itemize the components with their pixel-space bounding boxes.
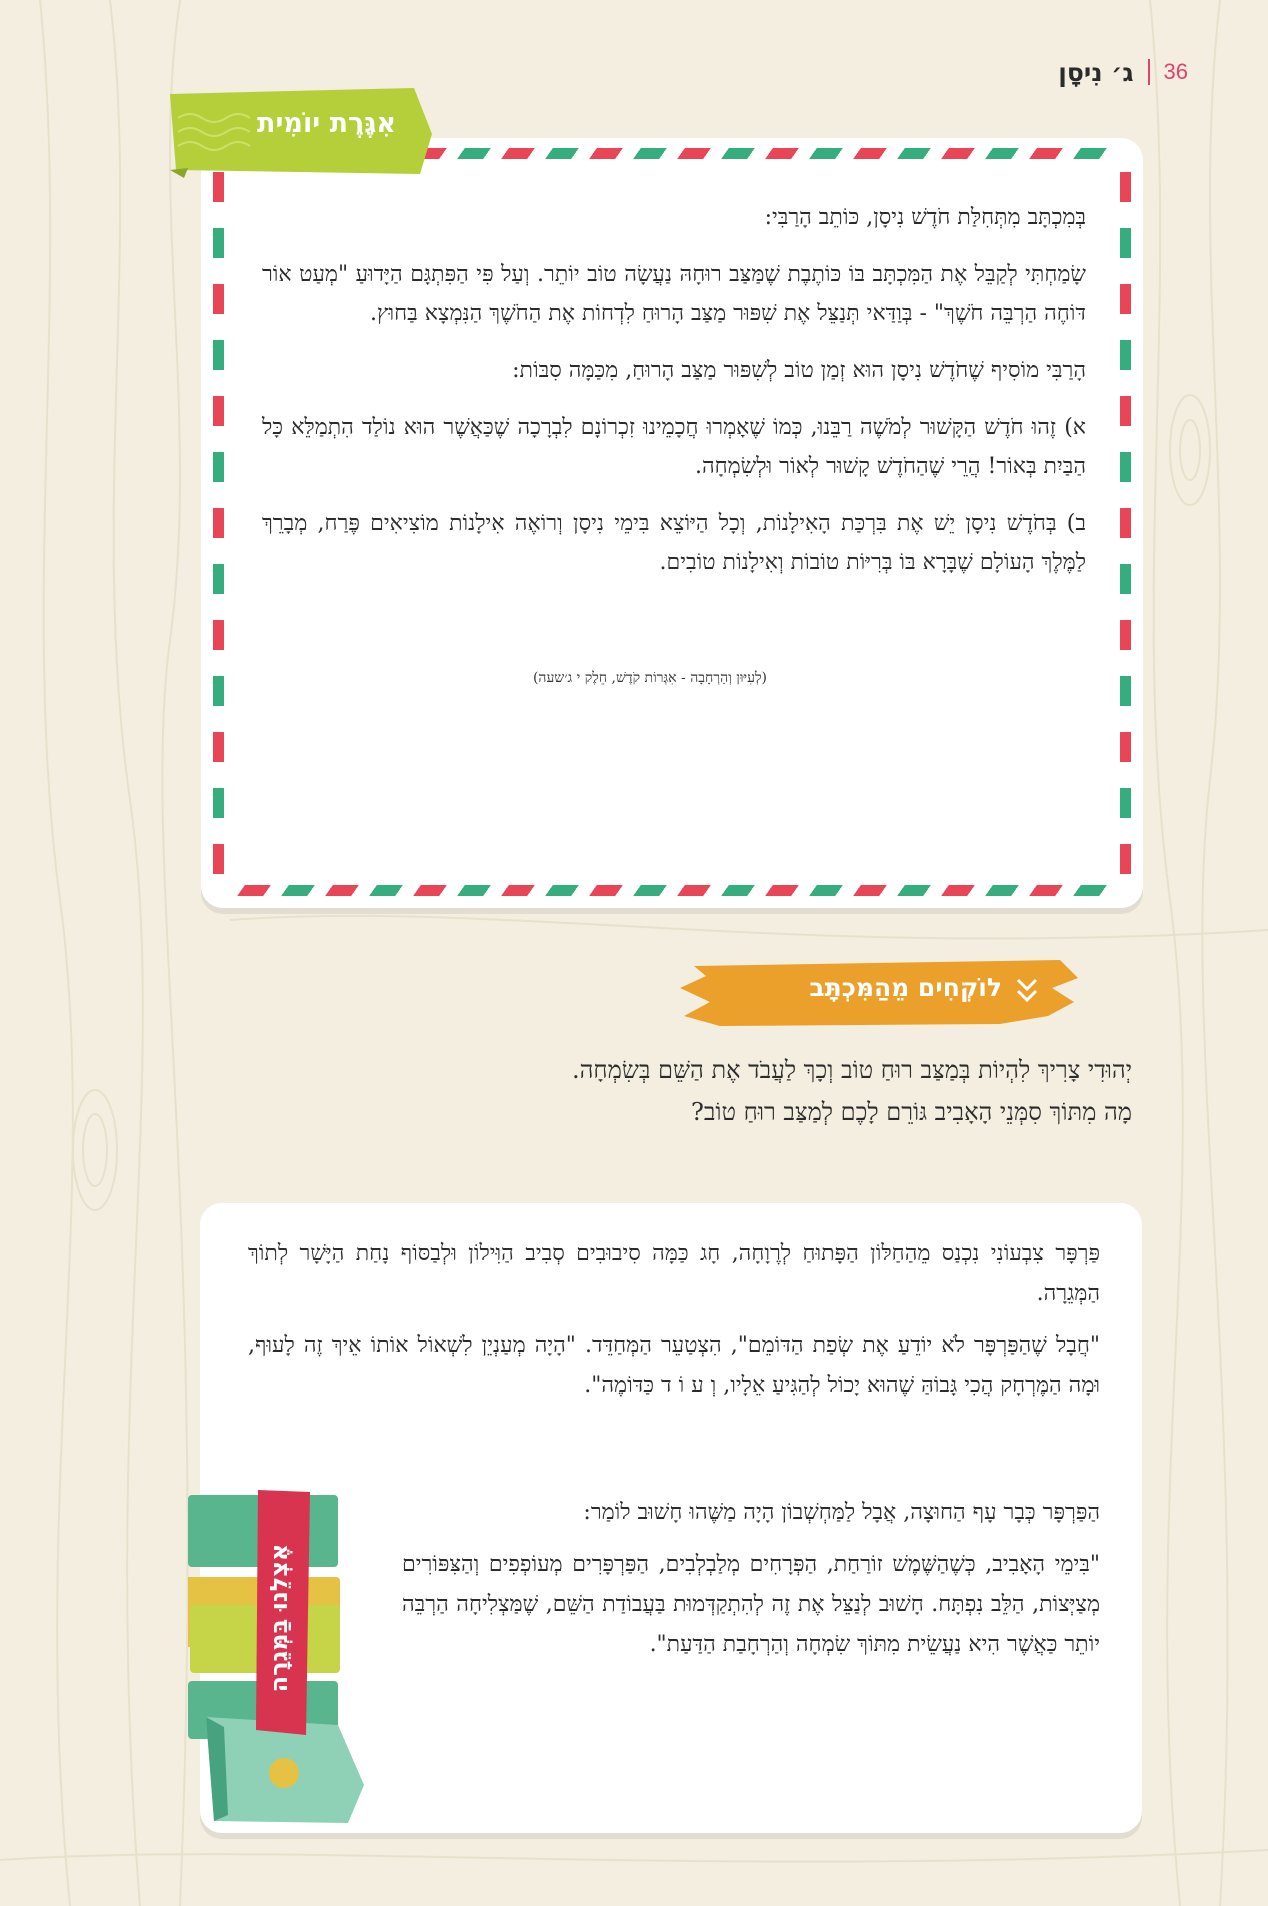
page-header <box>1058 52 1188 92</box>
story-body-wide <box>248 1234 1100 1418</box>
story-body-narrow <box>402 1493 1100 1677</box>
letter-paragraph: בְּמִכְתָּב מִתְּחִלַּת חֹדֶשׁ נִיסָן, כּוֹתֵב הָרַבִּי: <box>764 205 1086 230</box>
airmail-border-left <box>213 172 224 874</box>
lesson-statement: יְהוּדִי צָרִיךְ לִהְיוֹת בְּמַצַּב רוּחַ טוֹב וְכָךְ לַעֲבֹד אֶת הַשֵּׁם בְּשִׂמְחָה. <box>572 1056 1132 1084</box>
lesson-banner <box>680 958 1080 1028</box>
header-divider <box>1148 59 1150 85</box>
story-paragraph: "בִּימֵי הָאָבִיב, כְּשֶׁהַשֶּׁמֶשׁ זוֹרַחַת, הַפְּרָחִים מְלַבְלְבִים, הַפַּרְפָּרִים מְעוֹפְפִים וְהַצִּפּוֹרִים מְצַיְּצוֹת, הַלֵּב נִפְתָּח. חָשׁוּב לְנַצֵּל אֶת זֶה לְהִתְקַדְּמוּת בַּעֲבוֹדַת הַשֵּׁם, שֶׁמַּצְלִיחָה הַרְבֵּה יוֹתֵר כַּאֲשֶׁר הִיא נַעֲשֵׂית מִתּוֹךְ שִׂמְחָה וְהַרְחָבַת הַדַּעַת". <box>402 1552 1100 1657</box>
drawer-label-text: אֶצְלֵנוּ בַּמְּגֵרָה <box>265 1543 293 1693</box>
story-paragraph: הַפַּרְפָּר כְּבָר עָף הַחוּצָה, אֲבָל לַמַּחְשְׁבוֹן הָיָה מַשֶּׁהוּ חָשׁוּב לוֹמַר: <box>583 1500 1100 1525</box>
story-paragraph: "חֲבָל שֶׁהַפַּרְפָּר לֹא יוֹדֵעַ אֶת שְׂפַת הַדּוֹמֵם", הִצְטַעֵר הַמְּחַדֵּד. "הָיָה מְעַנְיֵן לִשְׁאוֹל אוֹתוֹ אֵיךְ זֶה לָעוּף, וּמָה הַמֶּרְחָק הֲכִי גָּבוֹהַּ שֶׁהוּא יָכוֹל לְהַגִּיעַ אֵלָיו, וְ ע וֹ ד כַּדּוֹמֶה". <box>248 1333 1100 1398</box>
letter-paragraph: הָרַבִּי מוֹסִיף שֶׁחֹדֶשׁ נִיסָן הוּא זְמַן טוֹב לְשִׁפּוּר מַצַּב הָרוּחַ, מִכַּמָּה סִבּוֹת: <box>512 358 1086 383</box>
drawer-label <box>256 1490 312 1735</box>
letter-tag <box>170 88 432 178</box>
airmail-border-bottom <box>237 885 1111 896</box>
letter-paragraph: ב) בְּחֹדֶשׁ נִיסָן יֵשׁ אֶת בִּרְכַּת הָאִילָנוֹת, וְכָל הַיּוֹצֵא בִּימֵי נִיסָן וְרוֹאֶה אִילָנוֹת מוֹצִיאִים פֶּרַח, מְבָרֵךְ לַמֶּלֶךְ הָעוֹלָם שֶׁבָּרָא בּוֹ בְּרִיּוֹת טוֹבוֹת וְאִילָנוֹת טוֹבִים. <box>262 511 1086 575</box>
letter-body <box>262 198 1086 600</box>
letter-tag-label: אִגֶּרֶת יוֹמִית <box>257 108 396 139</box>
lesson-banner-label: לוֹקְחִים מֵהַמִּכְתָּב <box>809 973 1002 1002</box>
letter-paragraph: א) זֶהוּ חֹדֶשׁ הַקָּשׁוּר לְמֹשֶׁה רַבֵּנוּ, כְּמוֹ שֶׁאָמְרוּ חֲכָמֵינוּ זִכְרוֹנָם לִבְרָכָה שֶׁכַּאֲשֶׁר הוּא נוֹלַד הִתְמַלֵּא כָּל הַבַּיִת בְּאוֹר! הֲרֵי שֶׁהַחֹדֶשׁ קָשׁוּר לְאוֹר וּלְשִׂמְחָה. <box>262 415 1086 479</box>
letter-source-reference: (לְעִיּוּן וְהַרְחָבָה - אִגְּרוֹת קֹדֶשׁ, חֵלֶק י ג׳שעה) <box>532 670 768 686</box>
story-paragraph: פַּרְפָּר צִבְעוֹנִי נִכְנַס מֵהַחַלּוֹן הַפָּתוּחַ לְרֶוָחָה, חָג כַּמָּה סִיבוּבִים סְבִיב הַוִּילוֹן וּלְבַסּוֹף נָחַת הַיָּשָׁר לְתוֹךְ הַמְּגֵרָה. <box>248 1241 1100 1306</box>
double-chevron-down-icon <box>1014 976 1040 1006</box>
airmail-border-right <box>1120 172 1131 874</box>
page-number: 36 <box>1163 59 1188 84</box>
letter-paragraph: שָׂמַחְתִּי לְקַבֵּל אֶת הַמִּכְתָּב בּוֹ כּוֹתֶבֶת שֶׁמַּצַּב רוּחָהּ נַעֲשָׂה טוֹב יוֹתֵר. וְעַל פִּי הַפִּתְגָּם הַיָּדוּעַ "מְעַט אוֹר דּוֹחֶה הַרְבֵּה חֹשֶׁךְ" - בְּוַדַּאי תְּנַצֵּל אֶת שִׁפּוּר מַצַּב הָרוּחַ לִדְחוֹת אֶת הַחֹשֶׁךְ הַנִּמְצָא בַּחוּץ. <box>262 262 1086 326</box>
lesson-question: מָה מִתּוֹךְ סִמְּנֵי הָאָבִיב גּוֹרֵם לָכֶם לְמַצַּב רוּחַ טוֹב? <box>690 1098 1132 1126</box>
page-title: ג׳ נִיסָן <box>1058 57 1134 87</box>
